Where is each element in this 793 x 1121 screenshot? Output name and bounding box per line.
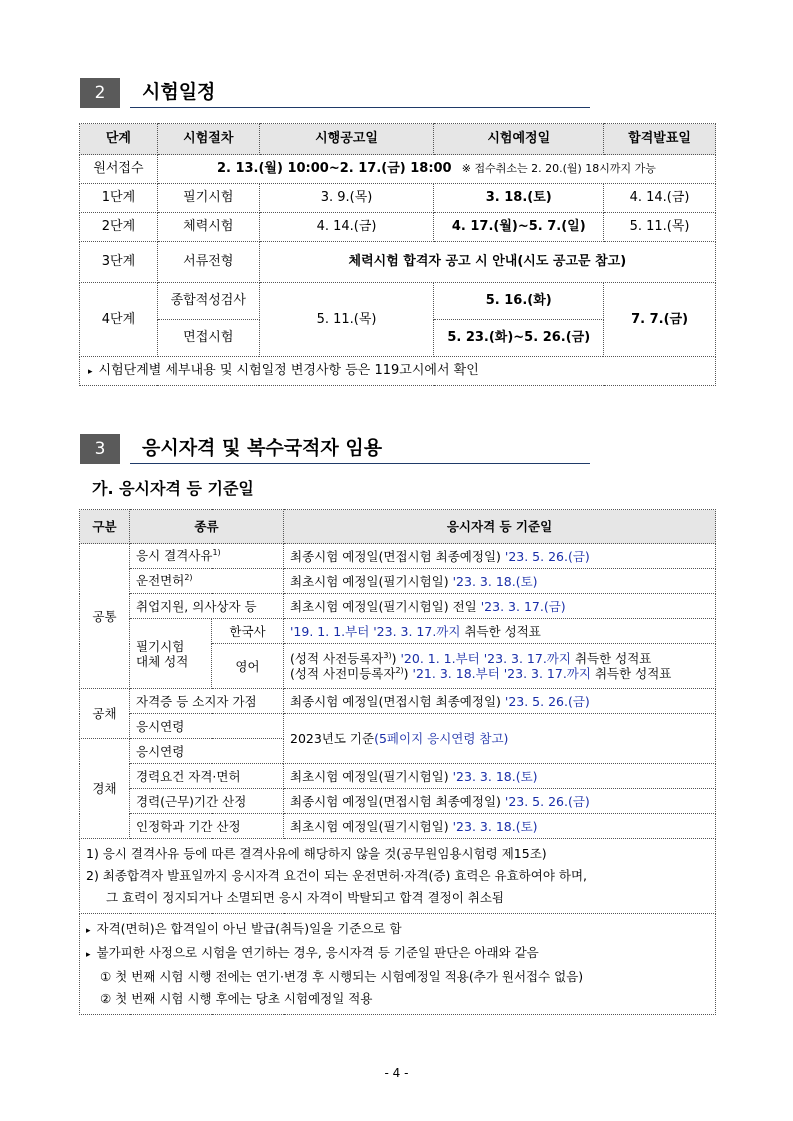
criteria-date: '20. 1. 1.부터 '23. 3. 17.까지 — [400, 651, 571, 666]
page-number: - 4 - — [384, 1066, 409, 1080]
criteria-text: 최종시험 예정일(면접시험 최종예정일) — [290, 693, 501, 709]
criteria-text: 최초시험 예정일(필기시험일) — [290, 573, 449, 589]
criteria-text: 최종시험 예정일(면접시험 최종예정일) — [290, 793, 501, 809]
table-row — [80, 619, 716, 644]
notes-row — [80, 914, 716, 1015]
kind-cell: 응시연령 — [130, 739, 284, 764]
note-sub-item: ② 첫 번째 시험 시행 후에는 당초 시험예정일 적용 — [100, 991, 373, 1006]
category-cell: 공채 — [80, 689, 130, 739]
table-row — [80, 689, 716, 714]
header-stage: 단계 — [80, 124, 158, 155]
criteria-date: '23. 5. 26.(금) — [504, 793, 590, 809]
result-date-cell: 5. 11.(목) — [604, 213, 716, 242]
table-row — [80, 714, 716, 739]
criteria-text: 최초시험 예정일(필기시험일) — [290, 768, 449, 784]
header-exam-date: 시험예정일 — [434, 124, 604, 155]
notice-date-cell: 5. 11.(목) — [259, 283, 434, 357]
criteria-date: '23. 3. 18.(토) — [452, 818, 538, 834]
divider — [130, 463, 590, 464]
criteria-text: 최초시험 예정일(필기시험일) 전일 — [290, 598, 477, 614]
kind-cell: 자격증 등 소지자 가점 — [130, 689, 284, 714]
sub-kind-cell: 한국사 — [212, 619, 284, 644]
criteria-text: ) — [403, 666, 409, 682]
sub-kind-cell: 영어 — [212, 644, 284, 689]
criteria-date: '21. 3. 18.부터 '23. 3. 17.까지 — [412, 666, 591, 682]
criteria-date: '23. 3. 18.(토) — [452, 573, 538, 589]
kind-cell — [130, 569, 284, 594]
criteria-text: (성적 사전등록자 — [290, 651, 384, 666]
kind-label: 운전면허 — [136, 573, 185, 589]
footnote-2: 2) 최종합격자 발표일까지 응시자격 요건이 되는 운전면허·자격(증) 효력은 유효하여야 하며, — [86, 868, 587, 883]
kind-cell: 응시연령 — [130, 714, 284, 739]
note-item — [86, 918, 709, 942]
table-row — [80, 544, 716, 569]
criteria-line — [290, 666, 715, 681]
criteria-date: '19. 1. 1.부터 '23. 3. 17.까지 — [290, 623, 461, 639]
criteria-text: 취득한 성적표 — [464, 623, 541, 639]
criteria-text: 취득한 성적표 — [574, 651, 652, 666]
triangle-bullet-icon: ▸ — [86, 926, 91, 936]
criteria-cell — [284, 544, 716, 569]
application-period-cell — [157, 155, 715, 184]
criteria-cell — [284, 619, 716, 644]
application-period: 2. 13.(월) 10:00~2. 17.(금) 18:00 — [216, 161, 452, 177]
criteria-text: ) — [391, 651, 397, 666]
criteria-date: '23. 3. 17.(금) — [480, 598, 566, 614]
section-3-header — [80, 434, 590, 464]
criteria-text: 최초시험 예정일(필기시험일) — [290, 818, 449, 834]
table-row — [80, 184, 716, 213]
criteria-date: '23. 5. 26.(금) — [504, 548, 590, 564]
header-notice-date: 시행공고일 — [259, 124, 434, 155]
table-row — [80, 814, 716, 839]
exam-schedule-table — [79, 123, 716, 386]
eligibility-criteria-table — [79, 509, 716, 1015]
footnote-ref: 2) — [395, 666, 404, 675]
criteria-text: 최종시험 예정일(면접시험 최종예정일) — [290, 548, 501, 564]
footnote-row — [80, 839, 716, 914]
section-2-header — [80, 78, 590, 108]
triangle-bullet-icon: ▸ — [86, 950, 91, 960]
stage-cell: 2단계 — [80, 213, 158, 242]
section-number: 2 — [80, 78, 120, 108]
kind-cell — [130, 619, 212, 689]
table-row — [80, 242, 716, 283]
criteria-cell — [284, 594, 716, 619]
exam-date-cell: 5. 16.(화) — [434, 283, 604, 320]
kind-cell: 인정학과 기간 산정 — [130, 814, 284, 839]
triangle-bullet-icon: ▸ — [88, 367, 93, 378]
note-item — [86, 942, 709, 966]
kind-label: 응시 결격사유 — [136, 548, 213, 564]
criteria-cell — [284, 789, 716, 814]
table-row — [80, 155, 716, 184]
procedure-cell: 필기시험 — [157, 184, 259, 213]
footnote-ref: 2) — [184, 573, 193, 583]
table-row — [80, 789, 716, 814]
stage-cell: 4단계 — [80, 283, 158, 357]
subsection-title: 가. 응시자격 등 기준일 — [92, 479, 254, 498]
kind-cell: 취업지원, 의사상자 등 — [130, 594, 284, 619]
notice-date-cell: 3. 9.(목) — [259, 184, 434, 213]
criteria-cell — [284, 814, 716, 839]
procedure-cell: 체력시험 — [157, 213, 259, 242]
footnotes-cell — [80, 839, 716, 914]
kind-cell — [130, 544, 284, 569]
criteria-cell — [284, 644, 716, 689]
table-row — [80, 764, 716, 789]
footnote-text: 시험단계별 세부내용 및 시험일정 변경사항 등은 119고시에서 확인 — [98, 363, 479, 379]
divider — [130, 107, 590, 108]
procedure-cell: 면접시험 — [157, 320, 259, 357]
table-row — [80, 213, 716, 242]
notes-cell — [80, 914, 716, 1015]
section-title: 응시자격 및 복수국적자 임용 — [142, 437, 383, 459]
criteria-cell — [284, 689, 716, 714]
header-procedure: 시험절차 — [157, 124, 259, 155]
note-sub-item: ① 첫 번째 시험 시행 전에는 연기·변경 후 시행되는 시험예정일 적용(추가 원서접수 없음) — [100, 969, 584, 984]
criteria-line — [290, 651, 715, 666]
criteria-date: '23. 3. 18.(토) — [452, 768, 538, 784]
section-title: 시험일정 — [142, 81, 216, 103]
footnote-1: 1) 응시 결격사유 등에 따른 결격사유에 해당하지 않을 것(공무원임용시험령 제15조) — [86, 846, 547, 861]
criteria-text: (성적 사전미등록자 — [290, 666, 396, 682]
criteria-date: '23. 5. 26.(금) — [504, 693, 590, 709]
cancellation-note: ※ 접수취소는 2. 20.(월) 18시까지 가능 — [461, 162, 656, 176]
schedule-footnote — [80, 357, 716, 386]
table-header-row — [80, 124, 716, 155]
category-cell: 경채 — [80, 739, 130, 839]
criteria-text: 2023년도 기준 — [290, 731, 375, 746]
notice-date-cell: 4. 14.(금) — [259, 213, 434, 242]
result-date-cell: 7. 7.(금) — [604, 283, 716, 357]
procedure-cell: 서류전형 — [157, 242, 259, 283]
criteria-note: (5페이지 응시연령 참고) — [374, 731, 509, 746]
table-row — [80, 283, 716, 320]
stage-cell: 1단계 — [80, 184, 158, 213]
stage-cell: 원서접수 — [80, 155, 158, 184]
header-kind: 종류 — [130, 510, 284, 544]
section-number: 3 — [80, 434, 120, 464]
kind-label: 대체 성적 — [136, 653, 189, 669]
footnote-ref: 1) — [212, 548, 221, 558]
criteria-text: 취득한 성적표 — [594, 666, 672, 682]
header-result-date: 합격발표일 — [604, 124, 716, 155]
stage-cell: 3단계 — [80, 242, 158, 283]
kind-cell: 경력요건 자격·면허 — [130, 764, 284, 789]
exam-date-cell: 5. 23.(화)~5. 26.(금) — [434, 320, 604, 357]
table-footer-row — [80, 357, 716, 386]
category-cell: 공통 — [80, 544, 130, 689]
criteria-cell — [284, 764, 716, 789]
exam-date-cell: 3. 18.(토) — [434, 184, 604, 213]
document-screening-note: 체력시험 합격자 공고 시 안내(시도 공고문 참고) — [259, 242, 715, 283]
result-date-cell: 4. 14.(금) — [604, 184, 716, 213]
footnote-2-cont: 그 효력이 정지되거나 소멸되면 응시 자격이 박탈되고 합격 결정이 취소됨 — [106, 890, 505, 905]
criteria-cell — [284, 714, 716, 764]
table-header-row — [80, 510, 716, 544]
criteria-cell — [284, 569, 716, 594]
note-text: 자격(면허)은 합격일이 아닌 발급(취득)일을 기준으로 함 — [96, 921, 402, 936]
kind-label: 필기시험 — [136, 638, 185, 654]
procedure-cell: 종합적성검사 — [157, 283, 259, 320]
kind-cell: 경력(근무)기간 산정 — [130, 789, 284, 814]
exam-date-cell: 4. 17.(월)~5. 7.(일) — [434, 213, 604, 242]
table-row — [80, 594, 716, 619]
header-category: 구분 — [80, 510, 130, 544]
footnote-ref: 3) — [383, 650, 392, 660]
table-row — [80, 569, 716, 594]
header-criteria-date: 응시자격 등 기준일 — [284, 510, 716, 544]
note-text: 불가피한 사정으로 시험을 연기하는 경우, 응시자격 등 기준일 판단은 아래와 같음 — [96, 945, 539, 960]
